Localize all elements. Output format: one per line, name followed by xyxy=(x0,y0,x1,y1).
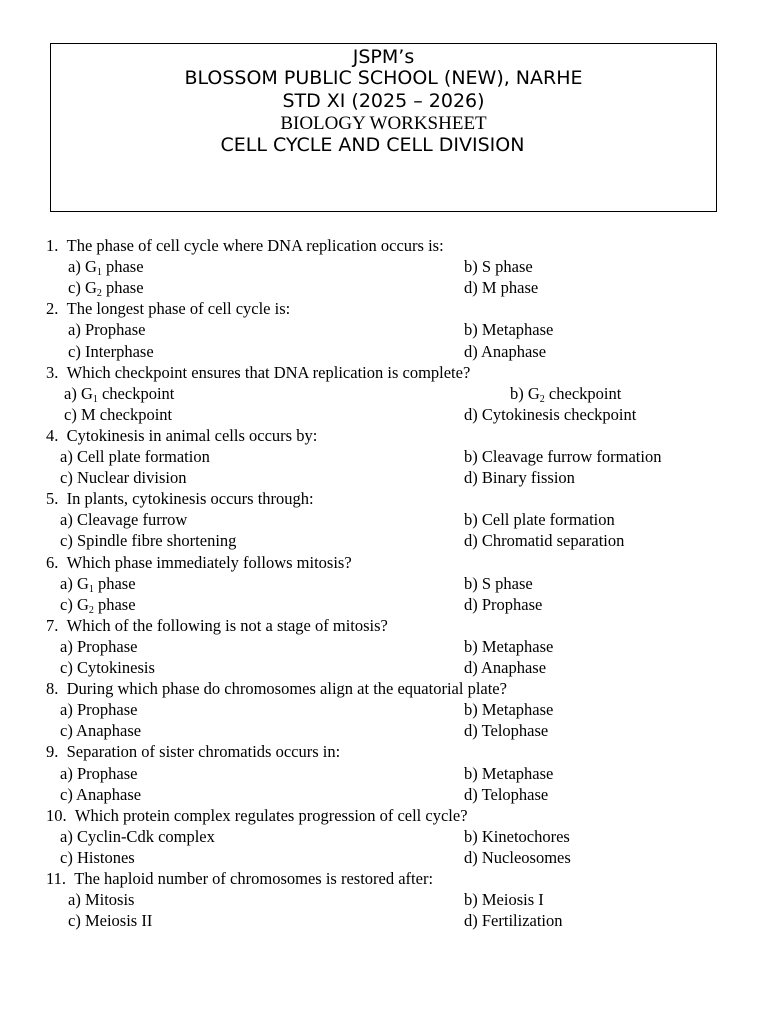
question-number: 2. xyxy=(46,299,59,319)
question-number: 8. xyxy=(46,679,59,699)
option-a-pre: a) Prophase xyxy=(68,320,146,340)
option-a-pre: a) Mitosis xyxy=(68,890,135,910)
option-b-pre: b) S phase xyxy=(464,573,533,593)
option-b-pre: b) Kinetochores xyxy=(464,826,570,846)
option-a xyxy=(60,510,187,530)
question-number: 7. xyxy=(46,615,59,635)
question-text: During which phase do chromosomes align at the equatorial plate? xyxy=(66,679,507,699)
option-b xyxy=(464,890,544,910)
option-a xyxy=(68,890,134,910)
option-c xyxy=(60,531,236,551)
option-a-pre: a) G xyxy=(64,383,93,403)
option-b-pre: b) S phase xyxy=(464,257,533,277)
option-d xyxy=(464,721,548,741)
option-c xyxy=(60,595,136,615)
option-b xyxy=(510,384,621,404)
option-d xyxy=(464,405,636,425)
option-c-pre: c) M checkpoint xyxy=(64,404,173,424)
option-a-post: phase xyxy=(101,257,144,277)
question-6 xyxy=(46,553,352,573)
option-d xyxy=(464,531,624,551)
option-b-pre: b) Metaphase xyxy=(464,763,554,783)
option-c xyxy=(68,342,154,362)
option-b xyxy=(464,637,553,657)
option-d-pre: d) Binary fission xyxy=(464,468,575,488)
option-a-post: checkpoint xyxy=(97,383,175,403)
option-a xyxy=(60,637,137,657)
question-text: Which of the following is not a stage of mitosis? xyxy=(66,615,388,635)
option-b xyxy=(464,447,661,467)
option-b xyxy=(464,510,615,530)
option-d-pre: d) Prophase xyxy=(464,594,543,614)
question-text: Which phase immediately follows mitosis? xyxy=(66,552,352,572)
question-number: 6. xyxy=(46,552,59,572)
option-a-pre: a) G xyxy=(68,257,97,277)
option-a xyxy=(60,574,136,594)
option-a-pre: a) Prophase xyxy=(60,700,138,720)
worksheet-header-box xyxy=(50,43,717,212)
option-b-pre: b) Cleavage furrow formation xyxy=(464,447,662,466)
option-b-pre: b) Metaphase xyxy=(464,320,554,340)
org-name: JSPM’s xyxy=(352,46,415,68)
question-1 xyxy=(46,236,444,256)
option-a-post: phase xyxy=(93,573,136,593)
option-a-pre: a) Cyclin-Cdk complex xyxy=(60,826,215,846)
question-2 xyxy=(46,299,290,319)
question-text: The longest phase of cell cycle is: xyxy=(66,299,291,319)
option-c-pre: c) Anaphase xyxy=(60,784,142,804)
worksheet-subject: BIOLOGY WORKSHEET xyxy=(280,113,487,134)
option-b xyxy=(464,700,553,720)
question-4 xyxy=(46,426,317,446)
question-5 xyxy=(46,489,314,509)
option-d xyxy=(464,848,571,868)
option-c-pre: c) Cytokinesis xyxy=(60,658,155,677)
option-b xyxy=(464,827,570,847)
option-a xyxy=(60,447,210,467)
option-a-pre: a) Prophase xyxy=(60,636,138,656)
option-d xyxy=(464,595,542,615)
option-d-pre: d) Anaphase xyxy=(464,341,547,361)
question-number: 9. xyxy=(46,742,59,762)
question-text: Separation of sister chromatids occurs in: xyxy=(66,742,341,762)
question-number: 4. xyxy=(46,425,59,445)
option-a-pre: a) Prophase xyxy=(60,763,138,783)
option-d-pre: d) Chromatid separation xyxy=(464,531,625,551)
option-a xyxy=(60,700,137,720)
question-number: 3. xyxy=(46,362,59,382)
option-a xyxy=(64,384,174,404)
option-c-sub: 2 xyxy=(96,288,102,300)
question-text: Which protein complex regulates progression of cell cycle? xyxy=(74,805,468,825)
option-c-pre: c) G xyxy=(68,278,97,298)
class-year: STD XI (2025 – 2026) xyxy=(282,90,485,112)
question-9 xyxy=(46,742,340,762)
option-a-sub: 1 xyxy=(96,267,102,279)
option-b-pre: b) Cell plate formation xyxy=(464,510,615,530)
worksheet-topic: CELL CYCLE AND CELL DIVISION xyxy=(220,134,525,156)
question-10 xyxy=(46,806,468,826)
option-d xyxy=(464,468,575,488)
option-a-sub: 1 xyxy=(88,583,94,595)
option-c xyxy=(60,468,186,488)
option-c-pre: c) Histones xyxy=(60,847,135,867)
option-c xyxy=(68,911,152,931)
option-b xyxy=(464,764,553,784)
option-c-pre: c) Anaphase xyxy=(60,721,142,741)
option-b-pre: b) Meiosis I xyxy=(464,890,544,910)
question-11 xyxy=(46,869,433,889)
option-c xyxy=(60,658,155,678)
school-name: BLOSSOM PUBLIC SCHOOL (NEW), NARHE xyxy=(184,67,583,89)
option-c-pre: c) G xyxy=(60,594,89,614)
option-b-post: checkpoint xyxy=(544,383,622,403)
option-b xyxy=(464,574,533,594)
option-b xyxy=(464,320,553,340)
option-c xyxy=(60,848,135,868)
option-d-pre: d) Nucleosomes xyxy=(464,847,571,867)
option-d xyxy=(464,911,563,931)
option-c-pre: c) Meiosis II xyxy=(68,911,153,931)
question-text: Cytokinesis in animal cells occurs by: xyxy=(66,425,318,445)
option-a-pre: a) Cleavage furrow xyxy=(60,510,188,530)
question-text: In plants, cytokinesis occurs through: xyxy=(66,489,314,509)
option-d xyxy=(464,785,548,805)
option-c xyxy=(60,721,141,741)
option-b-pre: b) Metaphase xyxy=(464,700,554,720)
question-text: Which checkpoint ensures that DNA replication is complete? xyxy=(66,362,471,382)
option-b-pre: b) Metaphase xyxy=(464,636,554,656)
question-text: The haploid number of chromosomes is restored after: xyxy=(74,869,434,888)
question-number: 10. xyxy=(46,805,67,825)
option-c-post: phase xyxy=(101,278,144,298)
option-a-sub: 1 xyxy=(92,393,98,405)
question-number: 5. xyxy=(46,489,59,509)
option-a xyxy=(68,257,144,277)
option-d-pre: d) Anaphase xyxy=(464,658,547,677)
option-c-pre: c) Spindle fibre shortening xyxy=(60,531,237,551)
option-d xyxy=(464,278,538,298)
option-d-pre: d) M phase xyxy=(464,278,539,298)
option-c-sub: 2 xyxy=(88,604,94,616)
option-b-sub: 2 xyxy=(539,393,545,405)
option-d xyxy=(464,658,546,678)
question-3 xyxy=(46,363,470,383)
option-a xyxy=(68,320,145,340)
option-d-pre: d) Telophase xyxy=(464,784,549,804)
question-7 xyxy=(46,616,388,636)
option-c-pre: c) Nuclear division xyxy=(60,468,187,488)
option-c-post: phase xyxy=(93,594,136,614)
option-c xyxy=(68,278,144,298)
option-a-pre: a) G xyxy=(60,573,89,593)
option-d-pre: d) Cytokinesis checkpoint xyxy=(464,404,637,424)
option-a xyxy=(60,764,137,784)
option-d xyxy=(464,342,546,362)
question-8 xyxy=(46,679,507,699)
option-c xyxy=(60,785,141,805)
option-c xyxy=(64,405,172,425)
question-number: 11. xyxy=(46,869,67,888)
option-b xyxy=(464,257,533,277)
question-number: 1. xyxy=(46,236,59,255)
question-text: The phase of cell cycle where DNA replication occurs is: xyxy=(66,236,444,255)
option-a-pre: a) Cell plate formation xyxy=(60,447,210,466)
option-b-pre: b) G xyxy=(510,383,540,403)
option-d-pre: d) Fertilization xyxy=(464,911,563,931)
option-c-pre: c) Interphase xyxy=(68,341,154,361)
option-a xyxy=(60,827,215,847)
option-d-pre: d) Telophase xyxy=(464,721,549,741)
